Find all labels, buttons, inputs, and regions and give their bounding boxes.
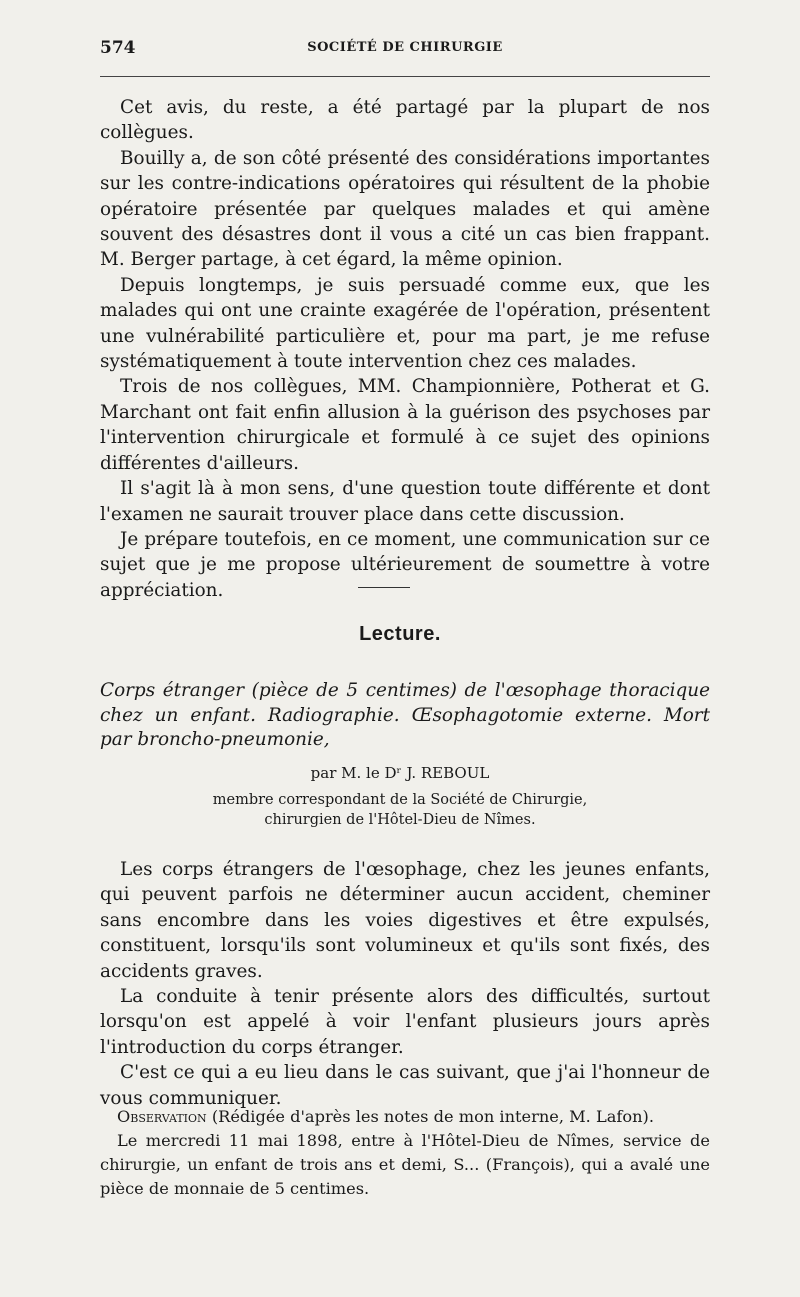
observation-section: [100, 1105, 710, 1201]
observation-label-rest: (Rédigée d'après les notes de mon interne, M. Lafon).: [206, 1107, 655, 1126]
affiliation-line: chirurgien de l'Hôtel-Dieu de Nîmes.: [264, 812, 536, 828]
paragraph: Trois de nos collègues, MM. Championnière, Potherat et G. Marchant ont fait enfin allusion à la guérison des psychoses par l'intervention chirurgicale et formulé à ce sujet des opinions différentes d'ailleurs.: [100, 376, 710, 474]
paragraph: Bouilly a, de son côté présenté des considérations importantes sur les contre-indications opératoires qui résultent de la phobie opératoire présentée par quelques malades et qui amène souvent des désastres dont il vous a cité un cas bien frappant. M. Berger partage, à cet égard, la même opinion.: [100, 147, 710, 271]
paragraph: Il s'agit là à mon sens, d'une question toute différente et dont l'examen ne saurait trouver place dans cette discussion.: [100, 478, 710, 525]
page-number: 574: [100, 38, 136, 58]
paragraph: Cet avis, du reste, a été partagé par la plupart de nos collègues.: [100, 97, 710, 144]
paragraph: Depuis longtemps, je suis persuadé comme eux, que les malades qui ont une crainte exagérée de l'opération, présentent une vulnérabilité particulière et, pour ma part, je me refuse systématiquement à toute intervention chez ces malades.: [100, 274, 710, 373]
section-title: Lecture.: [359, 623, 441, 645]
paragraph: Je prépare toutefois, en ce moment, une communication sur ce sujet que je me propose ultérieurement de soumettre à votre appréciation.: [100, 528, 710, 601]
running-title: SOCIÉTÉ DE CHIRURGIE: [307, 40, 503, 55]
article-body: [100, 857, 710, 1111]
paragraph: La conduite à tenir présente alors des difficultés, surtout lorsqu'on est appelé à voir l'enfant plusieurs jours après l'introduction du corps étranger.: [100, 986, 710, 1058]
observation-label: Observation: [117, 1107, 207, 1126]
section-separator: [358, 587, 410, 588]
article-author: par M. le Dʳ J. REBOUL: [310, 764, 490, 782]
author-affiliation: [0, 790, 800, 830]
affiliation-line: membre correspondant de la Société de Chirurgie,: [212, 792, 588, 808]
paragraph: Les corps étrangers de l'œsophage, chez les jeunes enfants, qui peuvent parfois ne déterminer aucun accident, cheminer sans encombre dans les voies digestives et être expulsés, constituent, lorsqu'ils sont volumineux et qu'ils sont fixés, des accidents graves.: [100, 859, 710, 982]
header-rule: [100, 76, 710, 77]
observation-heading: [100, 1105, 710, 1129]
paragraph: C'est ce qui a eu lieu dans le cas suivant, que j'ai l'honneur de vous communiquer.: [100, 1062, 710, 1109]
page-header: [100, 38, 710, 62]
article-title: Corps étranger (pièce de 5 centimes) de l'œsophage thoracique chez un enfant. Radiographie. Œsophagotomie externe. Mort par broncho-pneumonie,: [100, 680, 710, 750]
paragraph: Le mercredi 11 mai 1898, entre à l'Hôtel-Dieu de Nîmes, service de chirurgie, un enfant de trois ans et demi, S... (François), qui a avalé une pièce de monnaie de 5 centimes.: [100, 1131, 710, 1198]
intro-text: [100, 95, 710, 603]
